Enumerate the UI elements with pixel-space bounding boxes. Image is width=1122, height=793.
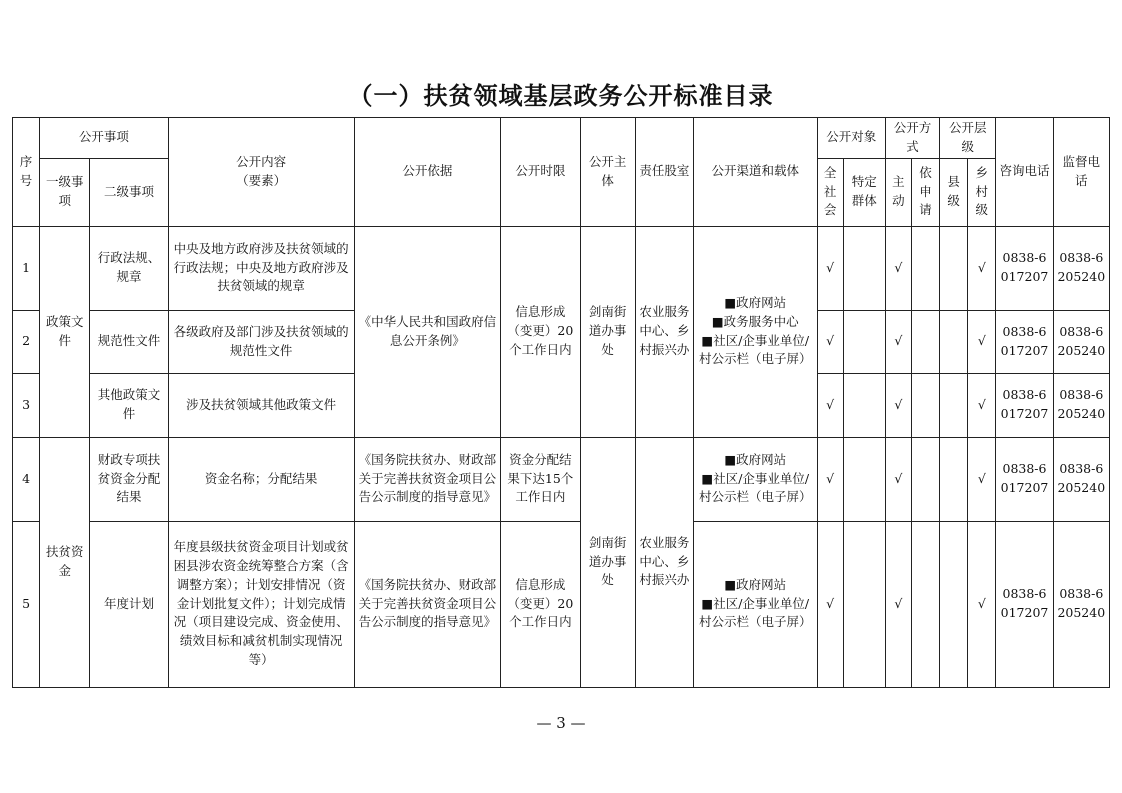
row-time: 资金分配结果下达15个工作日内 bbox=[501, 437, 580, 521]
header-items: 公开事项 bbox=[40, 118, 169, 159]
catalog-table bbox=[12, 117, 1110, 688]
header-target-specific: 特定群体 bbox=[843, 158, 885, 226]
header-time: 公开时限 bbox=[501, 118, 580, 227]
header-level2: 二级事项 bbox=[90, 158, 168, 226]
page-title: （一）扶贫领域基层政务公开标准目录 bbox=[348, 81, 774, 110]
row-content: 资金名称；分配结果 bbox=[168, 437, 354, 521]
check-mark: √ bbox=[885, 373, 911, 437]
header-content-sub: （要素） bbox=[236, 172, 287, 188]
channel-fund bbox=[694, 521, 818, 687]
empty-cell bbox=[911, 226, 939, 310]
header-target-all: 全社会 bbox=[817, 158, 843, 226]
check-mark: √ bbox=[968, 310, 996, 373]
row-seq: 2 bbox=[13, 310, 40, 373]
supervise-tel: 0838-6205240 bbox=[1053, 437, 1109, 521]
header-tier-county: 县级 bbox=[940, 158, 968, 226]
header-basis: 公开依据 bbox=[354, 118, 501, 227]
channel-item: ■政府网站 bbox=[724, 295, 787, 310]
consult-tel: 0838-6017207 bbox=[996, 521, 1053, 687]
consult-tel: 0838-6017207 bbox=[996, 310, 1053, 373]
row-seq: 3 bbox=[13, 373, 40, 437]
header-tier: 公开层级 bbox=[940, 118, 996, 159]
row-seq: 4 bbox=[13, 437, 40, 521]
row-basis: 《国务院扶贫办、财政部关于完善扶贫资金项目公告公示制度的指导意见》 bbox=[354, 521, 501, 687]
supervise-tel: 0838-6205240 bbox=[1053, 373, 1109, 437]
table-row bbox=[13, 521, 1110, 687]
check-mark: √ bbox=[968, 521, 996, 687]
header-consult-tel: 咨询电话 bbox=[996, 118, 1053, 227]
empty-cell bbox=[911, 373, 939, 437]
header-level1: 一级事项 bbox=[40, 158, 90, 226]
table-row bbox=[13, 226, 1110, 310]
header-office: 责任股室 bbox=[635, 118, 693, 227]
header-content-label: 公开内容 bbox=[236, 154, 287, 169]
check-mark: √ bbox=[817, 373, 843, 437]
row-item: 其他政策文件 bbox=[90, 373, 168, 437]
row-seq: 1 bbox=[13, 226, 40, 310]
check-mark: √ bbox=[817, 226, 843, 310]
empty-cell bbox=[843, 437, 885, 521]
consult-tel: 0838-6017207 bbox=[996, 373, 1053, 437]
row-item: 年度计划 bbox=[90, 521, 168, 687]
check-mark: √ bbox=[885, 437, 911, 521]
check-mark: √ bbox=[885, 310, 911, 373]
supervise-tel: 0838-6205240 bbox=[1053, 521, 1109, 687]
channel-item: ■政务服务中心 bbox=[711, 313, 799, 329]
subject-fund: 剑南街道办事处 bbox=[580, 437, 635, 687]
channel-fund bbox=[694, 437, 818, 521]
empty-cell bbox=[940, 226, 968, 310]
supervise-tel: 0838-6205240 bbox=[1053, 310, 1109, 373]
empty-cell bbox=[911, 437, 939, 521]
check-mark: √ bbox=[817, 521, 843, 687]
check-mark: √ bbox=[968, 226, 996, 310]
check-mark: √ bbox=[885, 521, 911, 687]
check-mark: √ bbox=[968, 373, 996, 437]
empty-cell bbox=[911, 310, 939, 373]
time-policy: 信息形成（变更）20个工作日内 bbox=[501, 226, 580, 437]
channel-item: ■政府网站 bbox=[724, 451, 787, 467]
consult-tel: 0838-6017207 bbox=[996, 437, 1053, 521]
empty-cell bbox=[843, 226, 885, 310]
channel-item: ■社区/企事业单位/村公示栏（电子屏） bbox=[699, 595, 812, 630]
header-tier-town: 乡村级 bbox=[968, 158, 996, 226]
check-mark: √ bbox=[817, 437, 843, 521]
channel-item: ■社区/企事业单位/村公示栏（电子屏） bbox=[699, 332, 812, 367]
empty-cell bbox=[940, 437, 968, 521]
empty-cell bbox=[843, 521, 885, 687]
header-target: 公开对象 bbox=[817, 118, 885, 159]
row-content: 各级政府及部门涉及扶贫领域的规范性文件 bbox=[168, 310, 354, 373]
empty-cell bbox=[843, 310, 885, 373]
header-seq: 序号 bbox=[13, 118, 40, 227]
check-mark: √ bbox=[885, 226, 911, 310]
table-row bbox=[13, 437, 1110, 521]
channel-policy bbox=[694, 226, 818, 437]
header-mode-active: 主动 bbox=[885, 158, 911, 226]
empty-cell bbox=[911, 521, 939, 687]
channel-item: ■社区/企事业单位/村公示栏（电子屏） bbox=[699, 470, 812, 505]
empty-cell bbox=[940, 521, 968, 687]
empty-cell bbox=[940, 310, 968, 373]
group-policy: 政策文件 bbox=[40, 226, 90, 437]
row-basis: 《国务院扶贫办、财政部关于完善扶贫资金项目公告公示制度的指导意见》 bbox=[354, 437, 501, 521]
subject-policy: 剑南街道办事处 bbox=[580, 226, 635, 437]
row-item: 行政法规、规章 bbox=[90, 226, 168, 310]
header-channel: 公开渠道和载体 bbox=[694, 118, 818, 227]
header-content bbox=[168, 118, 354, 227]
check-mark: √ bbox=[817, 310, 843, 373]
header-mode: 公开方式 bbox=[885, 118, 939, 159]
basis-policy: 《中华人民共和国政府信息公开条例》 bbox=[354, 226, 501, 437]
page-number: — 3 — bbox=[536, 714, 586, 732]
empty-cell bbox=[940, 373, 968, 437]
empty-cell bbox=[843, 373, 885, 437]
header-subject: 公开主体 bbox=[580, 118, 635, 227]
check-mark: √ bbox=[968, 437, 996, 521]
row-item: 规范性文件 bbox=[90, 310, 168, 373]
row-seq: 5 bbox=[13, 521, 40, 687]
row-time: 信息形成（变更）20个工作日内 bbox=[501, 521, 580, 687]
supervise-tel: 0838-6205240 bbox=[1053, 226, 1109, 310]
row-content: 中央及地方政府涉及扶贫领域的行政法规；中央及地方政府涉及扶贫领域的规章 bbox=[168, 226, 354, 310]
row-content: 年度县级扶贫资金项目计划或贫困县涉农资金统筹整合方案（含调整方案）；计划安排情况（资金计划批复文件）；计划完成情况（项目建设完成、资金使用、绩效目标和减贫机制实现情况等） bbox=[168, 521, 354, 687]
channel-item: ■政府网站 bbox=[724, 576, 787, 592]
group-fund: 扶贫资金 bbox=[40, 437, 90, 687]
consult-tel: 0838-6017207 bbox=[996, 226, 1053, 310]
header-mode-apply: 依申请 bbox=[911, 158, 939, 226]
row-item: 财政专项扶贫资金分配结果 bbox=[90, 437, 168, 521]
office-policy: 农业服务中心、乡村振兴办 bbox=[635, 226, 693, 437]
header-supervise-tel: 监督电话 bbox=[1053, 118, 1109, 227]
office-fund: 农业服务中心、乡村振兴办 bbox=[635, 437, 693, 687]
row-content: 涉及扶贫领域其他政策文件 bbox=[168, 373, 354, 437]
